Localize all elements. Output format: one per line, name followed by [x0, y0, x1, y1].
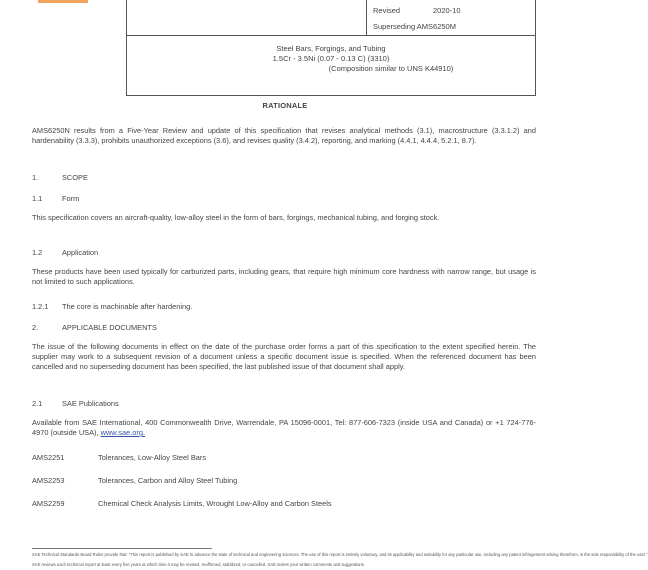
section-2-text: The issue of the following documents in effect on the date of the purchase order forms a part of this specification to the extent specified herein. The supplier may work to a subsequent revision of a document unless a specific document issue is specified. When the referenced document has been cancelled and no superseding document has been specified, the last published issue of that document shall apply.	[32, 342, 536, 371]
title-line-3: (Composition similar to UNS K44910)	[328, 64, 454, 73]
footer-divider	[32, 548, 212, 549]
section-1-heading: 1. SCOPE	[32, 173, 88, 182]
header-left-cell	[127, 0, 367, 36]
sae-website-link[interactable]: www.sae.org.	[100, 428, 145, 437]
revised-label: Revised	[373, 6, 401, 15]
section-1-1-heading: 1.1 Form	[32, 194, 80, 203]
section-1-2-heading: 1.2 Application	[32, 248, 99, 257]
reference-item: AMS2251 Tolerances, Low-Alloy Steel Bars	[32, 453, 207, 462]
title-line-1: Steel Bars, Forgings, and Tubing	[276, 44, 386, 53]
title-line-2: 1.5Cr - 3.5Ni (0.07 - 0.13 C) (3310)	[272, 54, 390, 63]
revised-date: 2020-10	[433, 6, 461, 15]
section-2-1-heading: 2.1 SAE Publications	[32, 399, 119, 408]
rationale-text: AMS6250N results from a Five-Year Review and update of this specification that revises analytical methods (3.1), macrostructure (3.3.1.2) and hardenability (3.3.3), prohibits unauthorized exceptions (3.6), and revises quality (3.4.2), reporting, and marking (4.4.1, 4.4.4, 5.2.1, 8.7).	[32, 126, 536, 145]
reference-item: AMS2259 Chemical Check Analysis Limits, Wrought Low-Alloy and Carbon Steels	[32, 499, 332, 508]
section-1-1-text: This specification covers an aircraft-quality, low-alloy steel in the form of bars, forgings, mechanical tubing, and forging stock.	[32, 213, 440, 222]
rationale-heading: RATIONALE	[262, 101, 308, 110]
section-2-1-text: Available from SAE International, 400 Commonwealth Drive, Warrendale, PA 15096-0001, Tel: 877-606-7323 (inside USA and Canada) or +1 724-776-4970 (outside USA), www.sae.org.	[32, 418, 536, 437]
reference-item: AMS2253 Tolerances, Carbon and Alloy Steel Tubing	[32, 476, 238, 485]
document-title	[127, 44, 535, 74]
section-1-2-1-heading: 1.2.1 The core is machinable after hardening.	[32, 302, 193, 311]
superseding-note: Superseding AMS6250M	[373, 22, 456, 31]
section-1-2-text: These products have been used typically for carburized parts, including gears, that require high minimum core hardness with narrow range, but usage is not limited to such applications.	[32, 267, 536, 286]
brand-logo-fragment	[38, 0, 88, 3]
footer-note-2: SAE reviews each technical report at least every five years at which time it may be revised, reaffirmed, stabilized, or cancelled. SAE invites your written comments and suggestions.	[32, 562, 365, 567]
section-2-heading: 2. APPLICABLE DOCUMENTS	[32, 323, 157, 332]
document-header-table	[126, 0, 536, 96]
header-right-cell	[367, 0, 535, 36]
footer-note-1: SAE Technical Standards Board Rules provide that: "This report is published by SAE to advance the state of technical and engineering sciences. The use of this report is entirely voluntary, and its applicability and suitability for any particular use, including any patent infringement arising therefrom, is the sole responsibility of the user."	[32, 552, 648, 557]
